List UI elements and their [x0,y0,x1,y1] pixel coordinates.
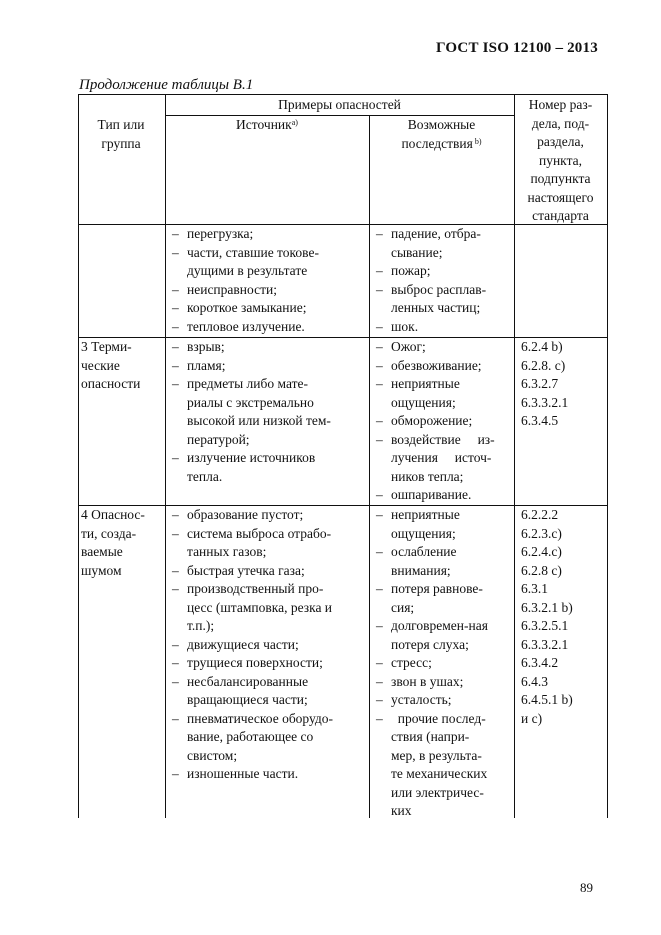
section-ref-line: 6.4.5.1 b) [521,692,573,707]
section-ref-line: 6.2.2.2 [521,507,559,522]
source-text: риалы с экстремально [187,394,314,410]
section-ref-line: 6.3.4.2 [521,655,559,670]
header-examples: Примеры опасностей [278,97,401,112]
source-item [172,225,366,244]
source-item [172,394,366,413]
header-section-number-line: дела, под- [531,115,590,131]
source-item [172,244,366,263]
consequence-text: Ожог; [391,339,426,354]
section-ref-line: 6.2.4.c) [521,544,562,559]
source-text: излучение источников [187,450,316,465]
header-section-number-line: пункта, [538,152,582,168]
source-item [172,375,366,394]
source-text: перегрузка; [187,226,254,241]
source-item [172,468,366,487]
source-dash: – [172,636,179,652]
source-dash: – [172,525,179,541]
source-dash: – [172,710,179,726]
consequence-dash: – [376,263,383,278]
consequence-text: обморожение; [391,413,473,428]
consequence-item [376,710,511,729]
consequence-item [376,562,511,581]
source-text: короткое замыкание; [187,300,307,315]
group-line: ческие [81,357,120,373]
source-item [172,431,366,450]
header-type-group [78,116,164,153]
source-dash: – [172,766,179,781]
source-text: дущими в результате [187,263,308,278]
section-ref-line: 6.3.2.7 [521,376,559,391]
source-dash: – [172,244,179,260]
header-source-label: Источник [236,117,292,132]
source-text: быстрая утечка газа; [187,562,305,578]
source-text: пневматическое оборудо- [187,710,334,726]
consequence-item [376,262,511,281]
consequence-dash: – [376,281,383,297]
source-text: т.п.); [187,618,215,633]
source-text: тепловое излучение. [187,318,305,334]
group-line: опасности [81,376,141,391]
standard-header: ГОСТ ISO 12100 – 2013 [436,40,598,56]
header-section-number-line: Номер раз- [528,97,593,112]
source-text: цесс (штамповка, резка и [187,599,333,615]
source-text: части, ставшие токове- [187,244,319,260]
consequence-item [376,318,511,337]
source-item [172,728,366,747]
header-consequences-line: последствия $^{b)}$ [401,135,482,151]
consequence-item [376,747,511,766]
group-line: ти, созда- [81,525,137,541]
consequence-item [376,525,511,544]
consequence-text: долговремен-ная [391,618,488,633]
section-ref-line: 6.3.2.1 b) [521,599,573,615]
group-line: 3 Терми- [81,339,132,354]
row-2-group [81,506,162,580]
consequence-item [376,412,511,431]
consequence-text: мер, в результа- [391,747,482,763]
group-line: ваемые [81,544,123,559]
source-text: неисправности; [187,281,277,297]
header-section-number-line: подпункта [530,171,591,186]
header-section-number [514,96,607,226]
consequence-text: потеря слуха; [391,636,469,652]
section-ref-line: 6.3.1 [521,581,548,596]
consequence-dash: – [376,431,383,447]
consequence-text: прочие послед- [391,710,486,726]
source-item [172,318,366,337]
consequence-text: усталость; [391,692,452,707]
consequence-item [376,486,511,505]
consequence-item [376,338,511,357]
source-dash: – [172,281,179,297]
consequence-dash: – [376,318,383,334]
col-rule-left [78,94,79,818]
row-0-source [172,225,366,336]
source-text: свистом; [187,747,238,763]
consequence-text: ствия (напри- [391,729,470,744]
consequence-text: звон в ушах; [391,673,464,689]
consequence-item [376,784,511,803]
section-ref-line: 6.2.3.c) [521,525,562,541]
section-ref-line: 6.2.8 c) [521,562,562,578]
consequence-dash: – [376,507,383,522]
consequence-dash: – [376,339,383,354]
consequence-dash: – [376,487,383,502]
consequence-item [376,802,511,821]
source-text: несбалансированные [187,673,309,689]
col-rule-consequences [369,115,370,818]
consequence-dash: – [376,376,383,391]
source-text: танных газов; [187,544,267,559]
source-dash: – [172,226,179,241]
consequence-dash: – [376,544,383,559]
consequence-text: ослабление [391,544,457,559]
source-item [172,357,366,376]
section-ref-line: 6.2.8. c) [521,357,566,373]
header-consequences [369,116,514,153]
consequence-text: неприятные [391,376,460,391]
section-ref-line: 6.3.3.2.1 [521,394,569,410]
consequence-text: ощущения; [391,525,456,541]
consequence-text: сывание; [391,244,443,260]
section-ref-line: 6.3.4.5 [521,413,559,428]
consequence-text: пожар; [391,263,431,278]
consequence-dash: – [376,618,383,633]
source-text: предметы либо мате- [187,376,308,391]
consequence-item [376,728,511,747]
source-item [172,338,366,357]
source-item [172,673,366,692]
source-item [172,617,366,636]
source-text: высокой или низкой тем- [187,413,331,428]
consequence-item [376,357,511,376]
consequence-text: те механических [391,766,488,781]
group-line: шумом [81,562,122,578]
consequence-dash: – [376,673,383,689]
source-text: трущиеся поверхности; [187,655,323,670]
row-1-consequences [376,338,511,505]
consequence-text: ленных частиц; [391,300,481,315]
consequence-dash: – [376,692,383,707]
consequence-item [376,636,511,655]
consequence-text: внимания; [391,562,451,578]
source-item [172,281,366,300]
row-1-group [81,338,162,394]
source-dash: – [172,357,179,373]
source-text: изношенные части. [187,766,299,781]
header-type-group-line: группа [101,135,141,151]
source-dash: – [172,376,179,391]
consequence-item [376,299,511,318]
source-item [172,747,366,766]
col-rule-right [607,94,608,818]
consequence-dash: – [376,413,383,428]
header-section-number-line: стандарта [532,208,589,223]
section-ref-line: 6.3.3.2.1 [521,636,569,652]
consequence-text: ников тепла; [391,468,464,484]
header-consequences-line: Возможные [407,117,476,132]
source-text: тепла. [187,468,223,484]
consequence-item [376,225,511,244]
source-item [172,654,366,673]
source-dash: – [172,673,179,689]
consequence-item [376,468,511,487]
consequence-text: выброс расплав- [391,281,487,297]
consequence-text: обезвоживание; [391,357,482,373]
source-item [172,691,366,710]
header-type-group-line: Тип или [97,117,145,132]
consequence-item [376,431,511,450]
row-2-consequences [376,506,511,821]
consequence-item [376,449,511,468]
table-caption: Продолжение таблицы В.1 [79,77,254,93]
consequence-dash: – [376,357,383,373]
consequence-item [376,244,511,263]
consequence-text: ких [391,803,412,818]
consequence-dash: – [376,226,383,241]
source-text: производственный про- [187,581,324,596]
col-rule-source [165,94,166,818]
consequence-text: неприятные [391,507,460,522]
source-item [172,262,366,281]
page-number: 89 [580,880,593,895]
consequence-item [376,394,511,413]
source-item [172,580,366,599]
row-0-consequences [376,225,511,336]
consequence-text: лучения источ- [391,450,492,465]
source-dash: – [172,300,179,315]
consequence-item [376,673,511,692]
header-consequences-footnote: b) [472,136,482,146]
section-ref-line: и с) [521,710,543,726]
section-ref-line: 6.2.4 b) [521,339,563,354]
source-dash: – [172,655,179,670]
source-dash: – [172,507,179,522]
source-item [172,636,366,655]
consequence-item [376,580,511,599]
source-text: пламя; [187,357,226,373]
source-item [172,412,366,431]
source-dash: – [172,318,179,334]
row-1-refs [521,338,604,431]
header-section-number-line: настоящего [527,189,594,205]
source-dash: – [172,450,179,465]
consequence-text: или электричес- [391,784,484,800]
consequence-text: падение, отбра- [391,226,481,241]
source-item [172,543,366,562]
consequence-item [376,506,511,525]
source-text: вание, работающее со [187,729,314,744]
consequence-item [376,543,511,562]
header-source-footnote: a) [291,118,298,127]
section-ref-line: 6.4.3 [521,673,548,689]
source-text: пературой; [187,431,250,447]
section-ref-line: 6.3.2.5.1 [521,618,569,633]
source-item [172,449,366,468]
group-line: 4 Опаснос- [81,507,145,522]
source-dash: – [172,581,179,596]
consequence-item [376,375,511,394]
source-text: взрыв; [187,339,225,354]
source-item [172,299,366,318]
row-1-source [172,338,366,486]
source-item [172,765,366,784]
consequence-item [376,281,511,300]
source-text: вращающиеся части; [187,692,308,707]
source-dash: – [172,339,179,354]
source-item [172,710,366,729]
source-dash: – [172,562,179,578]
source-text: система выброса отрабо- [187,525,332,541]
consequence-item [376,617,511,636]
row-2-source [172,506,366,784]
consequence-item [376,765,511,784]
consequence-dash: – [376,581,383,596]
header-source [165,116,369,135]
source-item [172,599,366,618]
consequence-item [376,691,511,710]
table-top-border [78,94,608,95]
source-item [172,525,366,544]
consequence-text: сия; [391,599,415,615]
consequence-dash: – [376,710,383,726]
consequence-item [376,599,511,618]
source-text: образование пустот; [187,507,304,522]
row-2-refs [521,506,604,728]
source-text: движущиеся части; [187,636,299,652]
consequence-text: стресс; [391,655,432,670]
consequence-text: потеря равнове- [391,581,483,596]
header-section-number-line: раздела, [537,134,584,149]
consequence-dash: – [376,655,383,670]
source-item [172,506,366,525]
consequence-text: шок. [391,318,419,334]
consequence-item [376,654,511,673]
consequence-text: воздействие из- [391,431,495,447]
source-item [172,562,366,581]
consequence-text: ощущения; [391,394,456,410]
consequence-text: ошпаривание. [391,487,472,502]
